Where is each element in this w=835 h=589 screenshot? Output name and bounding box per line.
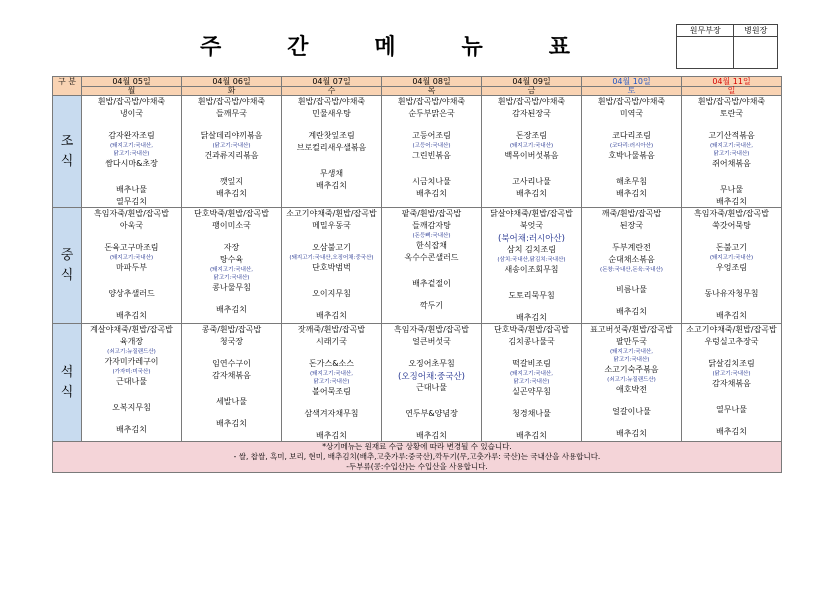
menu-item: 연두부&양념장 — [405, 409, 458, 418]
approval-sign-2 — [734, 37, 778, 69]
spacer — [682, 120, 781, 130]
spacer — [682, 232, 781, 242]
spacer — [582, 274, 681, 284]
origin-note: (돼지고기:국내산, — [110, 143, 153, 149]
spacer — [82, 170, 181, 184]
menu-item: 배추김치 — [116, 311, 147, 320]
spacer — [182, 408, 281, 418]
approval-sign-1 — [677, 37, 734, 69]
footer-row — [53, 442, 782, 473]
menu-item: 고등어조림 — [412, 131, 451, 140]
menu-item: 흰밥/잡곡밥/야채죽 — [97, 97, 166, 106]
menu-item: 흑임자죽/흰밥/잡곡밥 — [94, 209, 169, 218]
menu-item: 배추김치 — [116, 425, 147, 434]
menu-item: 깍두기 — [419, 301, 444, 310]
spacer — [582, 296, 681, 306]
spacer — [682, 300, 781, 310]
origin-note: (돼지고기:국내산, — [710, 143, 753, 149]
menu-item: 단호박범벅 — [312, 263, 351, 272]
spacer — [282, 300, 381, 310]
spacer — [482, 120, 581, 130]
spacer — [582, 120, 681, 130]
spacer — [282, 120, 381, 130]
menu-item: 건과류지리볶음 — [204, 151, 259, 160]
spacer — [582, 418, 681, 428]
menu-item: 세발나물 — [216, 397, 247, 406]
breakfast-day-cell — [282, 96, 382, 208]
menu-item: 깻잎지 — [219, 177, 244, 186]
spacer — [82, 120, 181, 130]
origin-note: (오징어채:중국산) — [398, 372, 465, 382]
spacer — [482, 348, 581, 358]
spacer — [82, 300, 181, 310]
menu-item: 감자채볶음 — [712, 379, 751, 388]
spacer — [382, 120, 481, 130]
menu-item: 흰밥/잡곡밥/야채죽 — [197, 97, 266, 106]
menu-item: 흰밥/잡곡밥/야채죽 — [297, 97, 366, 106]
menu-item: 팥죽/흰밥/잡곡밥 — [401, 209, 462, 218]
menu-item: 흰밥/잡곡밥/야채죽 — [497, 97, 566, 106]
menu-item: 토란국 — [719, 109, 744, 118]
lunch-day-cell — [682, 208, 782, 324]
spacer — [382, 420, 481, 430]
menu-item: 배추김치 — [516, 431, 547, 440]
menu-item: 우렁실고추장국 — [704, 337, 759, 346]
spacer — [282, 232, 381, 242]
menu-item: 오징어초무침 — [408, 359, 455, 368]
menu-item: 청국장 — [219, 337, 244, 346]
spacer — [182, 232, 281, 242]
title-char: 간 — [287, 34, 309, 60]
menu-item: 흑임자죽/흰밥/잡곡밥 — [694, 209, 769, 218]
spacer — [182, 162, 281, 176]
date-header: 04월 11일 — [682, 77, 782, 87]
lunch-day-cell — [82, 208, 182, 324]
date-header: 04월 05일 — [82, 77, 182, 87]
menu-item: 닭살데리야끼볶음 — [200, 131, 263, 140]
spacer — [582, 396, 681, 406]
spacer — [482, 162, 581, 176]
origin-note: (코다리:러시아산) — [609, 143, 654, 149]
menu-item: 자장 — [223, 243, 240, 252]
spacer — [682, 390, 781, 404]
menu-item: 무생채 — [319, 169, 344, 178]
origin-note: 닭고기:국내산) — [613, 357, 650, 363]
menu-item: 얼갈이나물 — [612, 407, 651, 416]
menu-item: 배추김치 — [616, 307, 647, 316]
spacer — [182, 294, 281, 304]
menu-item: 배추김치 — [616, 189, 647, 198]
menu-item: 가자미카레구이 — [104, 357, 159, 366]
menu-item: 배추김치 — [416, 189, 447, 198]
menu-item: 호박나물볶음 — [608, 151, 655, 160]
origin-note: (돼지고기:국내산) — [509, 143, 554, 149]
spacer — [482, 302, 581, 312]
menu-item: 실곤약무침 — [512, 387, 551, 396]
spacer — [482, 398, 581, 408]
menu-item: 배추김치 — [616, 429, 647, 438]
spacer — [282, 398, 381, 408]
lunch-label — [53, 208, 82, 324]
menu-item: 배추김치 — [716, 197, 747, 206]
menu-item: 돈육고구마조림 — [104, 243, 159, 252]
origin-note: (가자미:미국산) — [112, 369, 151, 375]
spacer — [482, 276, 581, 290]
lunch-row — [53, 208, 782, 324]
title-char: 메 — [374, 34, 396, 60]
menu-item: 흰밥/잡곡밥/야채죽 — [697, 97, 766, 106]
menu-item: 얼큰버섯국 — [412, 337, 451, 346]
menu-item: 동나유자청무침 — [704, 289, 759, 298]
menu-item: 해초무침 — [616, 177, 647, 186]
menu-item: 단호박죽/흰밥/잡곡밥 — [194, 209, 269, 218]
menu-item: 고사리나물 — [512, 177, 551, 186]
origin-note: (돼지고기:국내산, — [310, 371, 353, 377]
menu-item: 흑임자죽/흰밥/잡곡밥 — [394, 325, 469, 334]
menu-item: 열무김치 — [116, 197, 147, 206]
menu-item: 순대채소볶음 — [608, 255, 655, 264]
origin-note: (쇠고기:뉴질랜드산) — [107, 349, 156, 355]
footer-note: *상기메뉴는 원재료 수급 상황에 따라 변경될 수 있습니다. — [322, 442, 512, 451]
date-row — [53, 77, 782, 87]
menu-item: 탕수육 — [219, 255, 244, 264]
menu-item: 근대나물 — [416, 383, 447, 392]
menu-item: 흰밥/잡곡밥/야채죽 — [397, 97, 466, 106]
weekday-header: 목 — [382, 87, 482, 96]
menu-item: 새송이조회무침 — [504, 265, 559, 274]
menu-item: 임연수구이 — [212, 359, 251, 368]
title-char: 표 — [548, 34, 570, 60]
menu-item: 감자완자조림 — [108, 131, 155, 140]
menu-item: 미역국 — [619, 109, 644, 118]
origin-note: 닭고기:국내산) — [513, 379, 550, 385]
menu-item: 배추김치 — [716, 427, 747, 436]
spacer — [582, 232, 681, 242]
menu-item: 콩나물무침 — [212, 283, 251, 292]
meal-label-char: 식 — [60, 267, 74, 283]
footer-note: - 쌀, 찹쌀, 흑미, 보리, 현미, 배추김치(배추,고춧가루:중국산),깍두기(무,고춧가루: 국산)는 국내산을 사용합니다. — [233, 452, 601, 461]
date-header: 04월 08일 — [382, 77, 482, 87]
menu-item: 소고기야채죽/흰밥/잡곡밥 — [686, 325, 777, 334]
menu-item: 배추나물 — [116, 185, 147, 194]
title-char: 주 — [200, 34, 222, 60]
origin-note: (닭고기:국내산) — [712, 371, 751, 377]
menu-item: 도토리묵무침 — [508, 291, 555, 300]
dinner-day-cell — [682, 324, 782, 442]
spacer — [82, 274, 181, 288]
origin-note: (고등어:국내산) — [412, 143, 451, 149]
origin-note: (북어채:러시아산) — [498, 234, 565, 244]
menu-item: 냉이국 — [119, 109, 144, 118]
menu-item: 백목이버섯볶음 — [504, 151, 559, 160]
origin-note: (삼치:국내산,닭김치:국내산) — [497, 257, 566, 263]
date-header: 04월 07일 — [282, 77, 382, 87]
weekday-header: 화 — [182, 87, 282, 96]
menu-item: 김치콩나물국 — [508, 337, 555, 346]
menu-item: 코다리조림 — [612, 131, 651, 140]
menu-item: 쌈다시마&초장 — [105, 159, 158, 168]
weekday-header: 월 — [82, 87, 182, 96]
date-header: 04월 10일 — [582, 77, 682, 87]
menu-item: 마파두부 — [116, 263, 147, 272]
approval-header-1: 원무부장 — [677, 25, 734, 37]
weekday-header: 일 — [682, 87, 782, 96]
spacer — [82, 388, 181, 402]
menu-item: 청경채나물 — [512, 409, 551, 418]
menu-item: 팽이미소국 — [212, 221, 251, 230]
spacer — [182, 382, 281, 396]
dinner-day-cell — [282, 324, 382, 442]
menu-item: 깨죽/흰밥/잡곡밥 — [601, 209, 662, 218]
spacer — [282, 420, 381, 430]
menu-item: 돈가스&소스 — [309, 359, 354, 368]
menu-item: 닭살김치조림 — [708, 359, 755, 368]
spacer — [682, 170, 781, 184]
day-row — [53, 87, 782, 96]
weekday-header: 수 — [282, 87, 382, 96]
spacer — [582, 162, 681, 176]
meal-label-char: 조 — [60, 133, 74, 149]
menu-item: 브로컬리새우샐볶음 — [296, 143, 367, 152]
spacer — [682, 274, 781, 288]
approval-header-2: 병원장 — [734, 25, 778, 37]
menu-item: 닭살야채죽/흰밥/잡곡밥 — [490, 209, 573, 218]
dinner-label — [53, 324, 82, 442]
spacer — [282, 154, 381, 168]
menu-item: 배추김치 — [216, 419, 247, 428]
menu-item: 감자채볶음 — [212, 371, 251, 380]
menu-item: 표고버섯죽/흰밥/잡곡밥 — [590, 325, 673, 334]
origin-note: (닭고기:국내산) — [212, 143, 251, 149]
menu-item: 옥수수콘샐러드 — [404, 253, 459, 262]
breakfast-day-cell — [482, 96, 582, 208]
menu-item: 육개장 — [119, 337, 144, 346]
menu-item: 배추김치 — [516, 189, 547, 198]
origin-note: (돈창:국내산,돈육:국내산) — [600, 267, 663, 273]
weekday-header: 토 — [582, 87, 682, 96]
menu-item: 팔만두국 — [616, 337, 647, 346]
spacer — [282, 348, 381, 358]
meal-label-char: 식 — [60, 384, 74, 400]
lunch-day-cell — [582, 208, 682, 324]
footer-notes — [53, 442, 782, 473]
menu-item: 근대나물 — [116, 377, 147, 386]
menu-item: 비름나물 — [616, 285, 647, 294]
gubun-header: 구 분 — [53, 77, 82, 96]
menu-item: 무나물 — [719, 185, 744, 194]
dinner-day-cell — [182, 324, 282, 442]
menu-item: 배추김치 — [516, 313, 547, 322]
menu-item: 들깨무국 — [216, 109, 247, 118]
origin-note: (쇠고기:뉴질랜드산) — [607, 377, 656, 383]
title-char: 뉴 — [461, 34, 483, 60]
menu-item: 돈불고기 — [716, 243, 747, 252]
origin-note: (돼지고기:국내산) — [109, 255, 154, 261]
meal-label-char: 중 — [60, 247, 74, 263]
lunch-day-cell — [182, 208, 282, 324]
page-title — [200, 28, 570, 62]
weekday-header: 금 — [482, 87, 582, 96]
spacer — [482, 420, 581, 430]
menu-item: 순두부맑은국 — [408, 109, 455, 118]
lunch-day-cell — [282, 208, 382, 324]
menu-item: 아욱국 — [119, 221, 144, 230]
spacer — [182, 120, 281, 130]
menu-item: 계살야채죽/흰밥/잡곡밥 — [90, 325, 173, 334]
menu-item: 쑥갓어묵탕 — [712, 221, 751, 230]
menu-item: 시래기국 — [316, 337, 347, 346]
menu-item: 메밀우동국 — [312, 221, 351, 230]
breakfast-day-cell — [382, 96, 482, 208]
spacer — [382, 348, 481, 358]
spacer — [382, 162, 481, 176]
menu-item: 배추김치 — [216, 189, 247, 198]
origin-note: 닭고기:국내산) — [713, 151, 750, 157]
meal-label-char: 석 — [60, 364, 74, 380]
menu-item: 배추김치 — [316, 431, 347, 440]
menu-item: 된장국 — [619, 221, 644, 230]
menu-item: 양상추샐러드 — [108, 289, 155, 298]
menu-item: 오복지무침 — [112, 403, 151, 412]
spacer — [682, 416, 781, 426]
menu-item: 그린빈볶음 — [412, 151, 451, 160]
origin-note: (돼지고기:국내산,오징어채:중국산) — [289, 255, 374, 261]
menu-item: 들깨감자탕 — [412, 221, 451, 230]
breakfast-day-cell — [82, 96, 182, 208]
footer-note: -두부류(콩:수입산)는 수입산을 사용합니다. — [346, 462, 488, 471]
spacer — [182, 348, 281, 358]
breakfast-day-cell — [682, 96, 782, 208]
dinner-row — [53, 324, 782, 442]
origin-note: (돼지고기:국내산, — [210, 267, 253, 273]
origin-note: 닭고기:국내산) — [113, 151, 150, 157]
menu-item: 쥐어채볶음 — [712, 159, 751, 168]
menu-item: 배추김치 — [316, 311, 347, 320]
menu-item: 민물새우탕 — [312, 109, 351, 118]
menu-item: 배추김치 — [416, 431, 447, 440]
menu-item: 콩죽/흰밥/잡곡밥 — [201, 325, 262, 334]
menu-item: 삼치 김치조림 — [507, 245, 556, 254]
menu-item: 배추김치 — [216, 305, 247, 314]
date-header: 04월 06일 — [182, 77, 282, 87]
spacer — [382, 264, 481, 278]
menu-item: 감자된장국 — [512, 109, 551, 118]
menu-item: 계란찻잎조림 — [308, 131, 355, 140]
menu-item: 고기산적볶음 — [708, 131, 755, 140]
dinner-day-cell — [82, 324, 182, 442]
menu-item: 떡갈비조림 — [512, 359, 551, 368]
lunch-day-cell — [482, 208, 582, 324]
date-header: 04월 09일 — [482, 77, 582, 87]
menu-item: 배추김치 — [316, 181, 347, 190]
dinner-day-cell — [582, 324, 682, 442]
menu-item: 한식잡채 — [416, 241, 447, 250]
lunch-day-cell — [382, 208, 482, 324]
menu-item: 오삼불고기 — [312, 243, 351, 252]
spacer — [82, 232, 181, 242]
breakfast-day-cell — [582, 96, 682, 208]
menu-item: 단호박죽/흰밥/잡곡밥 — [494, 325, 569, 334]
dinner-day-cell — [382, 324, 482, 442]
menu-item: 삼색겨자채무침 — [304, 409, 359, 418]
menu-item: 우엉조림 — [716, 263, 747, 272]
dinner-day-cell — [482, 324, 582, 442]
menu-item: 오이지무침 — [312, 289, 351, 298]
menu-item: 잣깨죽/흰밥/잡곡밥 — [297, 325, 366, 334]
origin-note: 닭고기:국내산) — [213, 275, 250, 281]
menu-item: 북엇국 — [519, 221, 544, 230]
menu-item: 돈장조림 — [516, 131, 547, 140]
origin-note: (돈등뼈:국내산) — [412, 233, 451, 239]
approval-box — [676, 24, 778, 69]
menu-item: 두부계란전 — [612, 243, 651, 252]
menu-item: 열무나물 — [716, 405, 747, 414]
origin-note: (돼지고기:국내산) — [709, 255, 754, 261]
spacer — [682, 348, 781, 358]
spacer — [382, 290, 481, 300]
weekly-menu-table — [52, 76, 782, 473]
origin-note: 닭고기:국내산) — [313, 379, 350, 385]
menu-item: 소고기야채죽/흰밥/잡곡밥 — [286, 209, 377, 218]
menu-item: 애호박전 — [616, 385, 647, 394]
meal-label-char: 식 — [60, 153, 74, 169]
breakfast-day-cell — [182, 96, 282, 208]
origin-note: (돼지고기:국내산, — [610, 349, 653, 355]
menu-item: 흰밥/잡곡밥/야채죽 — [597, 97, 666, 106]
spacer — [82, 414, 181, 424]
breakfast-row — [53, 96, 782, 208]
spacer — [282, 274, 381, 288]
breakfast-label — [53, 96, 82, 208]
spacer — [382, 394, 481, 408]
menu-item: 배추김치 — [716, 311, 747, 320]
origin-note: (돼지고기:국내산, — [510, 371, 553, 377]
menu-item: 시금치나물 — [412, 177, 451, 186]
menu-item: 볼어묵조림 — [312, 387, 351, 396]
menu-item: 배추겉절이 — [412, 279, 451, 288]
menu-item: 소고기숙주볶음 — [604, 365, 659, 374]
